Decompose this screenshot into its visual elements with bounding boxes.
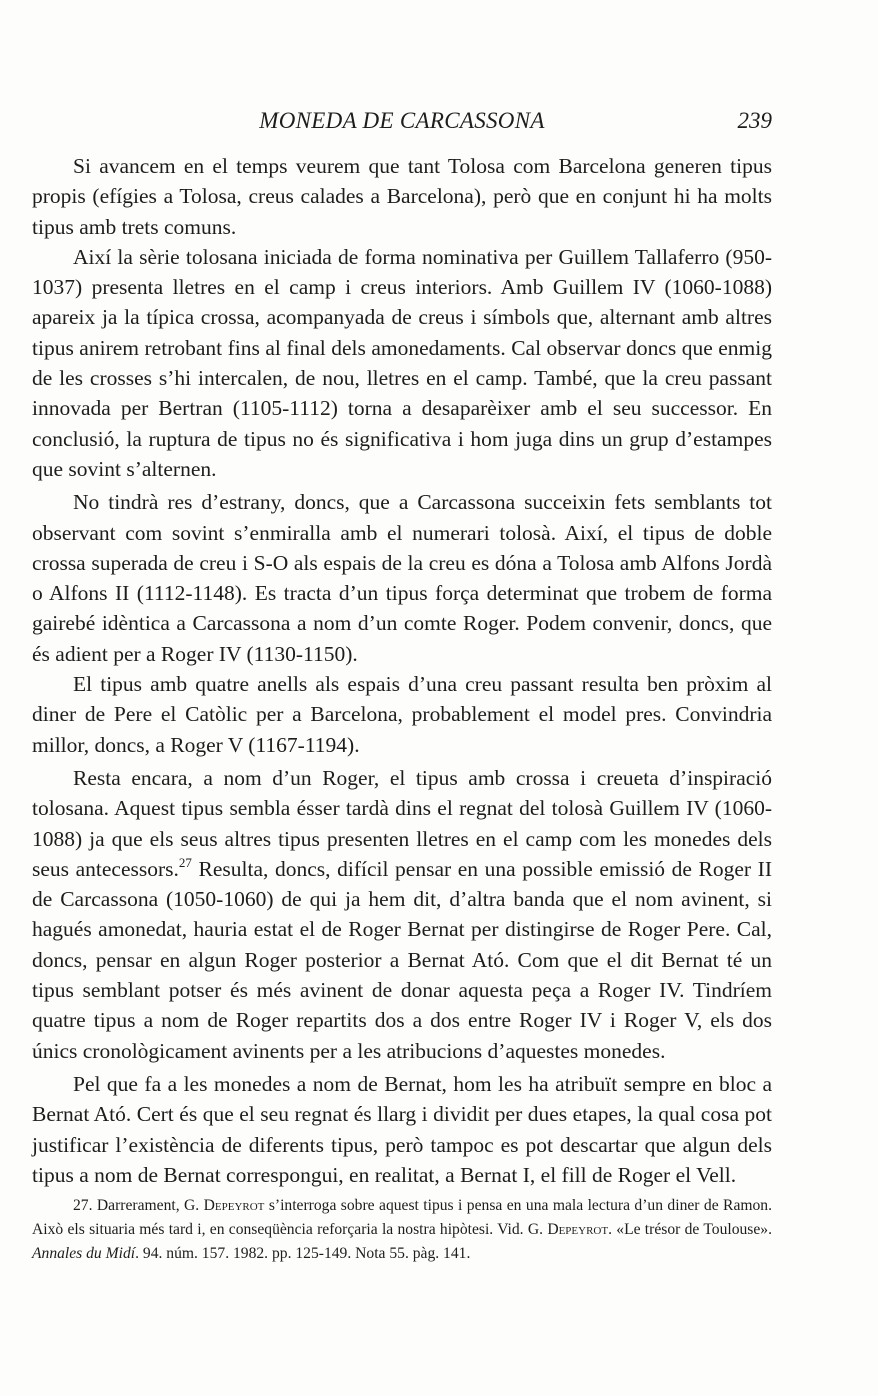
footnote-lead: 27. Darrerament, G. bbox=[73, 1197, 204, 1214]
paragraph-3: No tindrà res d’estrany, doncs, que a Carcassona succeixin fets semblants tot observant com sovint s’enmiralla amb el numerari tolosà. Així, el tipus de doble crossa superada de creu i S-O als espais de la creu es dóna a Tolosa amb Alfons Jordà o Alfons II (1112-1148). Es tracta d’un tipus força determinat que trobem de forma gairebé idèntica a Carcassona a nom d’un comte Roger. Podem convenir, doncs, que és adient per a Roger IV (1130-1150). bbox=[32, 490, 772, 666]
footnote-reference[interactable]: 27 bbox=[178, 854, 192, 870]
paragraph-1: Si avancem en el temps veurem que tant Tolosa com Barcelona generen tipus propis (efígies a Tolosa, creus calades a Barcelona), però que en conjunt hi ha molts tipus amb trets comuns. bbox=[32, 154, 772, 239]
footnote-27 bbox=[32, 1194, 772, 1265]
footnote-journal: Annales du Midí bbox=[32, 1244, 136, 1262]
body-text bbox=[32, 151, 772, 1190]
footnote-author-2: Depeyrot bbox=[547, 1220, 609, 1238]
paragraph-5 bbox=[32, 763, 772, 1066]
paragraph-6: Pel que fa a les monedes a nom de Bernat, hom les ha atribuït sempre en bloc a Bernat Ató. Cert és que el seu regnat és llarg i dividit per dues etapes, la qual cosa pot justificar l’existència de diferents tipus, però tampoc es pot descartar que algun dels tipus a nom de Bernat correspongui, en realitat, a Bernat I, el fill de Roger el Vell. bbox=[32, 1071, 772, 1187]
paragraph-5-text-b: Resulta, doncs, difícil pensar en una possible emissió de Roger II de Carcassona (1050-1060) de qui ja hem dit, d’altra banda que el nom avinent, si hagués amonedat, hauria estat el de Roger Bernat per distingirse de Roger Pere. Cal, doncs, pensar en algun Roger posterior a Bernat Ató. Com que el dit Bernat té un tipus semblant potser és més avinent de donar aquesta peça a Roger IV. Tindríem quatre tipus a nom de Roger repartits dos a dos entre Roger IV i Roger V, els dos únics cronològicament avinents per a les atribucions d’aquestes monedes. bbox=[32, 856, 772, 1063]
footnote-tail: . 94. núm. 157. 1982. pp. 125-149. Nota 55. pàg. 141. bbox=[135, 1244, 471, 1262]
running-title: MONEDA DE CARCASSONA bbox=[259, 108, 545, 133]
paragraph-2: Així la sèrie tolosana iniciada de forma nominativa per Guillem Tallaferro (950-1037) presenta lletres en el camp i creus interiors. Amb Guillem IV (1060-1088) apareix ja la típica crossa, acompanyada de creus i símbols que, alternant amb altres tipus anirem retrobant fins al final dels amonedaments. Cal observar doncs que enmig de les crosses s’hi intercalen, de nou, lletres en el camp. També, que la creu passant innovada per Bertran (1105-1112) torna a desaparèixer amb el seu successor. En conclusió, la ruptura de tipus no és significativa i hom juga dins un grup d’estampes que sovint s’alternen. bbox=[32, 244, 772, 481]
paragraph-5-text-a: Resta encara, a nom d’un Roger, el tipus amb crossa i creueta d’inspiració tolosana. Aquest tipus sembla ésser tardà dins el regnat del tolosà Guillem IV (1060-1088) ja que els seus altres tipus presenten lletres en el camp com les monedes dels seus antecessors. bbox=[32, 765, 772, 881]
footnotes bbox=[32, 1194, 772, 1265]
page-number: 239 bbox=[737, 108, 772, 133]
footnote-author-1: Depeyrot bbox=[203, 1197, 265, 1214]
footnote-mid: s’interroga sobre aquest tipus i pensa en una mala lectura d’un diner de Ramon. Això els situaria més tard i, en conseqüència reforçaria la nostra hipòtesi. Vid. G. bbox=[32, 1197, 772, 1238]
paragraph-4: El tipus amb quatre anells als espais d’una creu passant resulta ben pròxim al diner de Pere el Catòlic per a Barcelona, probablement el model pres. Convindria millor, doncs, a Roger V (1167-1194). bbox=[32, 672, 772, 757]
running-head bbox=[32, 108, 772, 144]
footnote-title: . «Le trésor de Toulouse». bbox=[608, 1220, 772, 1238]
